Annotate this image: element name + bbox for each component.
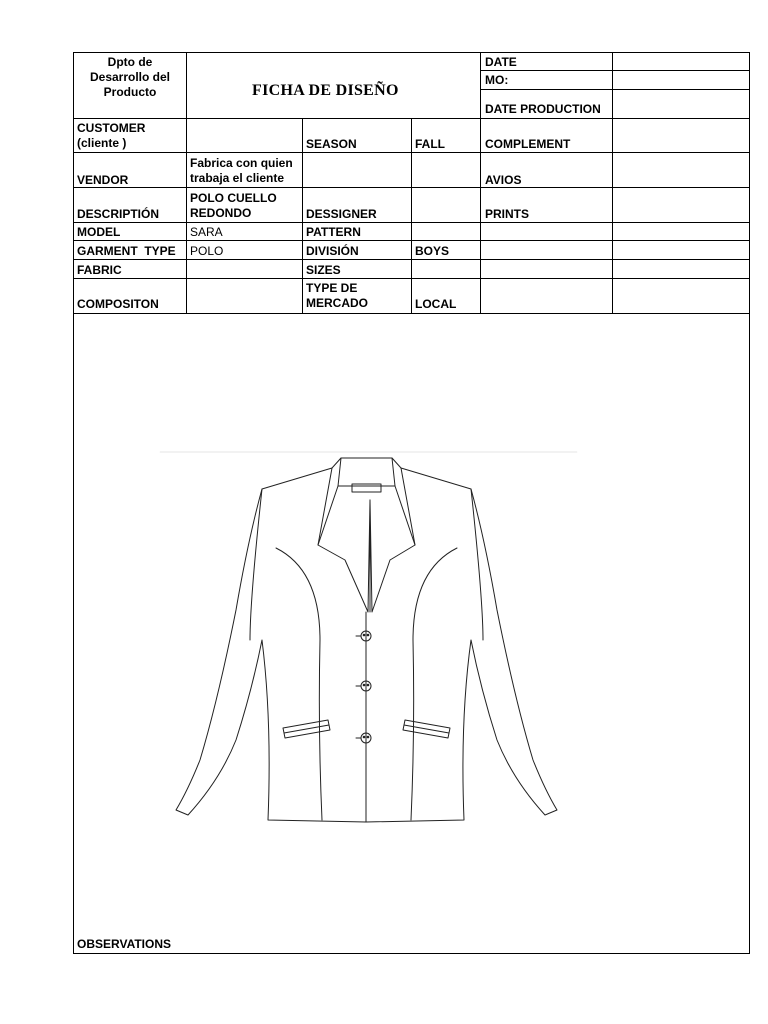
season-value: FALL [415,137,445,151]
form-title: FICHA DE DISEÑO [252,82,399,99]
market-type-value: LOCAL [415,297,457,311]
department-line: Dpto de [107,55,153,69]
designer-label: DESSIGNER [306,207,377,221]
description-label: DESCRIPTIÓN [77,207,160,221]
description-value-line: REDONDO [190,206,252,220]
date-production-label: DATE PRODUCTION [485,102,601,116]
prints-label: PRINTS [485,207,530,221]
division-value: BOYS [415,244,450,258]
customer-label-line: CUSTOMER [77,121,146,135]
market-type-label-line: TYPE DE [306,281,358,295]
right-lapel [370,486,415,612]
customer-label-line: (cliente ) [77,136,127,150]
hanger-loop [352,484,381,492]
observations-label: OBSERVATIONS [77,937,172,951]
composition-label: COMPOSITON [77,297,159,311]
date-label: DATE [485,55,517,69]
vendor-label: VENDOR [77,173,129,187]
collar-band [338,458,395,486]
fabric-label: FABRIC [77,263,122,277]
vendor-value-line: Fabrica con quien [190,156,293,170]
left-lapel [318,486,370,612]
mo-label: MO: [485,73,509,87]
sizes-label: SIZES [306,263,341,277]
model-label: MODEL [77,225,121,239]
market-type-label-line: MERCADO [306,296,368,310]
right-princess-seam [411,548,457,820]
button-icon [356,631,371,743]
division-label: DIVISIÓN [306,244,359,258]
pattern-label: PATTERN [306,225,361,239]
description-value-line: POLO CUELLO [190,191,277,205]
avios-label: AVIOS [485,173,522,187]
model-value: SARA [190,225,223,239]
season-label: SEASON [306,137,357,151]
garment-type-value: POLO [190,244,224,258]
department-line: Desarrollo del [89,70,171,84]
vendor-value-line: trabaja el cliente [190,171,285,185]
department-line: Producto [103,85,157,99]
complement-label: COMPLEMENT [485,137,571,151]
left-princess-seam [276,548,322,820]
garment-type-label: GARMENT TYPE [77,244,176,258]
